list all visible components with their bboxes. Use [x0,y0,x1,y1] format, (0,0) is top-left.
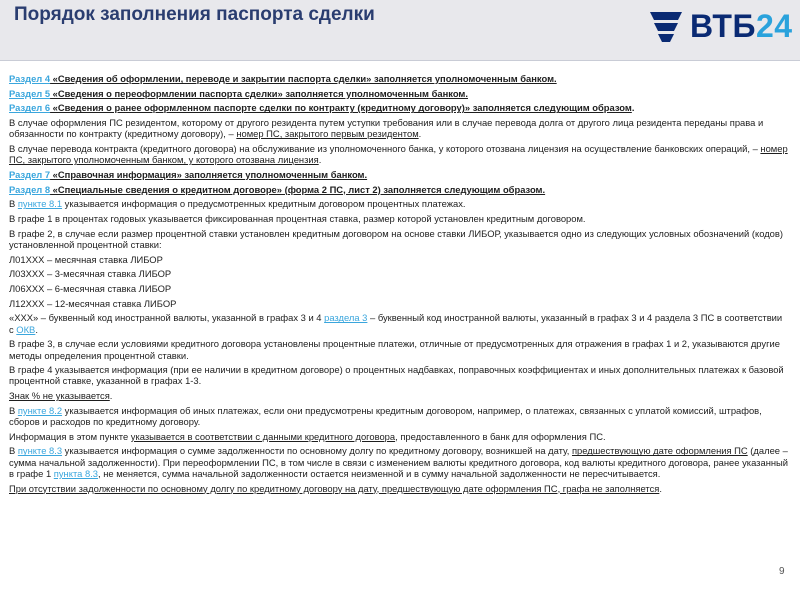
info-lead: Информация в этом пункте [9,430,131,442]
info-tail: , предоставленного в банк для оформления ПС. [395,430,606,442]
point-8-3-text-3: , не меняется, сумма начальной задолженности остается неизменной и в сумму начальной задолженности не пересчитывается. [98,467,661,479]
vtb-logo-icon [648,8,684,46]
paragraph-column-1: В графе 1 в процентах годовых указывается фиксированная процентная ставка, размер которой установлен кредитным договором. [9,213,586,225]
transfer-lead: В случае перевода контракта (кредитного договора) на обслуживание из уполномоченного банка, у которого отозвана лицензия на осуществление банковских операций, – [9,143,761,155]
paragraph-currency-code [9,312,789,334]
no-debt-tail: . [659,482,662,494]
currency-lead: «ХХХ» – буквенный код иностранной валюты, указанной в графах 3 и 4 [9,312,325,324]
point-8-3-text-1: указывается информация о сумме задолженности по основному долгу по кредитному договору, возникшей на дату, [62,445,572,457]
info-underlined: указывается в соответствии с данными кредитного договора [130,430,396,442]
paragraph-point-8-1 [9,198,789,209]
okv-link[interactable]: ОКВ [16,323,36,335]
paragraph-section-5 [9,88,789,99]
point-8-3-link-2[interactable]: пункта 8.3 [53,467,98,479]
section-6-link[interactable]: Раздел 6 [9,102,51,114]
paragraph-point-8-2-info [9,431,789,442]
point-8-1-lead: В [9,198,18,210]
libor-code-1: Л01ХХХ – месячная ставка ЛИБОР [9,253,163,265]
paragraph-column-2: В графе 2, в случае если размер процентной ставки установлен кредитным договором на основе ставки ЛИБОР, указывается одно из следующих условных обозначений (кодов) установленной процентной ставки: [9,227,783,250]
document-body [9,73,789,497]
logo-wordmark [690,8,793,44]
point-8-2-link[interactable]: пункте 8.2 [17,404,63,416]
paragraph-column-4: В графе 4 указывается информация (при ее наличии в кредитном договоре) о процентных надбавках, поправочных коэффициентах и иных дополнительных платежах к базовой процентной ставке, указанной в графах 1-3. [9,364,784,387]
section-7-link[interactable]: Раздел 7 [9,168,51,180]
section-7-text: «Справочная информация» заполняется уполномоченным банком. [50,168,368,180]
paragraph-assignment [9,117,789,139]
currency-tail: . [35,323,38,335]
libor-code-6: Л06ХХХ – 6-месячная ставка ЛИБОР [9,283,172,295]
slide-header [0,0,800,60]
paragraph-section-7 [9,169,789,180]
slide-title: Порядок заполнения паспорта сделки [14,4,375,25]
logo-brand: ВТБ [690,8,756,44]
section-6-tail: . [631,102,635,114]
section-5-link[interactable]: Раздел 5 [9,87,51,99]
logo-number: 24 [755,8,793,44]
libor-code-3: Л03ХХХ – 3-месячная ставка ЛИБОР [9,268,172,280]
vtb24-logo [648,2,800,60]
section-8-link[interactable]: Раздел 8 [9,183,51,195]
point-8-3-link[interactable]: пункте 8.3 [17,445,63,457]
paragraph-transfer [9,143,789,165]
section-3-link[interactable]: раздела 3 [324,312,368,324]
page-number: 9 [779,566,785,577]
section-5-text: «Сведения о переоформлении паспорта сделки» заполняется уполномоченным банком. [50,87,468,99]
paragraph-point-8-3 [9,445,789,479]
point-8-3-lead: В [9,445,18,457]
point-8-3-underlined: предшествующую дате оформления ПС [571,445,748,457]
point-8-2-text: указывается информация об иных платежах, если они предусмотрены кредитным договором, например, о платежах, связанных с уплатой комиссий, штрафов, сборов и расходов по кредитному договору. [9,404,762,428]
currency-mid: – буквенный код иностранной валюты, указанный в графах 3 и 4 раздела 3 ПС в соответствии с [9,312,783,335]
paragraph-section-8 [9,184,789,195]
transfer-tail: . [318,154,322,166]
paragraph-section-6 [9,102,789,113]
section-4-text: «Сведения об оформлении, переводе и закрытии паспорта сделки» заполняется уполномоченным банком. [50,73,557,84]
percent-note-tail: . [109,390,113,402]
assignment-underlined: номер ПС, закрытого первым резидентом [236,128,419,140]
paragraph-no-debt [9,483,789,494]
libor-code-12: Л12ХХХ – 12-месячная ставка ЛИБОР [9,297,177,309]
section-6-text: «Сведения о ранее оформленном паспорте сделки по контракту (кредитному договору)» заполняется следующим образом [50,102,632,114]
percent-note-underlined: Знак % не указывается [9,390,110,402]
point-8-1-text: указывается информация о предусмотренных кредитным договором процентных платежах. [62,198,466,210]
section-4-link[interactable]: Раздел 4 [9,73,51,84]
section-8-text: «Специальные сведения о кредитном договоре» (форма 2 ПС, лист 2) заполняется следующим образом. [50,183,546,195]
point-8-2-lead: В [9,404,18,416]
no-debt-underlined: При отсутствии задолженности по основному долгу по кредитному договору на дату, предшествующую дате оформления ПС, графа не заполняется [9,482,660,494]
paragraph-column-3: В графе 3, в случае если условиями кредитного договора установлены процентные платежи, отличные от предусмотренных для отражения в графах 1 и 2, указываются другие методы определения процентной ставки. [9,338,780,361]
point-8-1-link[interactable]: пункте 8.1 [17,198,63,210]
paragraph-section-4 [9,73,789,84]
assignment-tail: . [418,128,422,140]
assignment-lead: В случае оформления ПС резидентом, которому от другого резидента путем уступки требования или в случае перевода долга от другого лица резидента переданы права и обязанности по контракту (кредитному договору), – [9,117,764,140]
paragraph-point-8-2 [9,405,789,427]
point-8-3-text-2: (далее – сумма начальной задолженности). При переоформлении ПС, в том числе в связи с изменением валюты кредитного договора, код валюты кредитного договора, ранее указанный в графе 1 [9,445,789,479]
paragraph-percent-note [9,390,789,401]
transfer-underlined: номер ПС, закрытого уполномоченным банком, у которого отозвана лицензия [9,143,788,166]
header-divider [0,60,800,61]
